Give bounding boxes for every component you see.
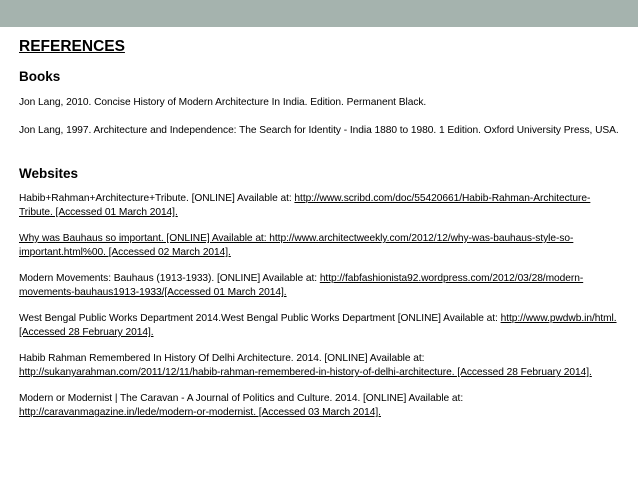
reference-text: Modern Movements: Bauhaus (1913-1933). [ONLINE] Available at: <box>19 273 320 284</box>
book-reference: Jon Lang, 2010. Concise History of Modern Architecture In India. Edition. Permanent Black. <box>19 97 427 108</box>
website-reference <box>19 312 619 340</box>
references-content <box>19 38 619 420</box>
book-reference: Jon Lang, 1997. Architecture and Independence: The Search for Identity - India 1880 to 1980. 1 Edition. Oxford University Press, USA. <box>19 125 619 136</box>
reference-link[interactable]: http://www.scribd.com/doc/55420661/Habib-Rahman-Architecture-Tribute. [Accessed 01 March 2014]. <box>19 193 591 218</box>
header-bar <box>0 0 638 27</box>
website-reference <box>19 392 619 420</box>
reference-link[interactable]: http://caravanmagazine.in/lede/modern-or-modernist. [Accessed 03 March 2014]. <box>19 407 381 418</box>
websites-heading: Websites <box>19 166 79 181</box>
website-reference <box>19 352 619 380</box>
books-heading: Books <box>19 69 61 84</box>
reference-text: Habib Rahman Remembered In History Of Delhi Architecture. 2014. [ONLINE] Available at: <box>19 353 425 364</box>
reference-link[interactable]: http://fabfashionista92.wordpress.com/2012/03/28/modern-movements-bauhaus1913-1933/[Accessed 01 March 2014]. <box>19 273 584 298</box>
website-reference <box>19 232 619 260</box>
reference-text: Habib+Rahman+Architecture+Tribute. [ONLINE] Available at: <box>19 193 295 204</box>
reference-link[interactable]: http://www.pwdwb.in/html. [Accessed 28 February 2014]. <box>19 313 617 338</box>
reference-link[interactable]: http://sukanyarahman.com/2011/12/11/habib-rahman-remembered-in-history-of-delhi-architecture. [Accessed 28 February 2014]. <box>19 367 592 378</box>
page-title: REFERENCES <box>19 38 125 55</box>
website-reference <box>19 192 619 220</box>
website-reference <box>19 272 619 300</box>
reference-text: Modern or Modernist | The Caravan - A Journal of Politics and Culture. 2014. [ONLINE] Available at: <box>19 393 464 404</box>
reference-link[interactable]: Why was Bauhaus so important. [ONLINE] Available at: http://www.architectweekly.com/2012/12/why-was-bauhaus-style-so-important.html%00. [Accessed 02 March 2014]. <box>19 233 574 258</box>
reference-text: West Bengal Public Works Department 2014.West Bengal Public Works Department [ONLINE] Available at: <box>19 313 501 324</box>
